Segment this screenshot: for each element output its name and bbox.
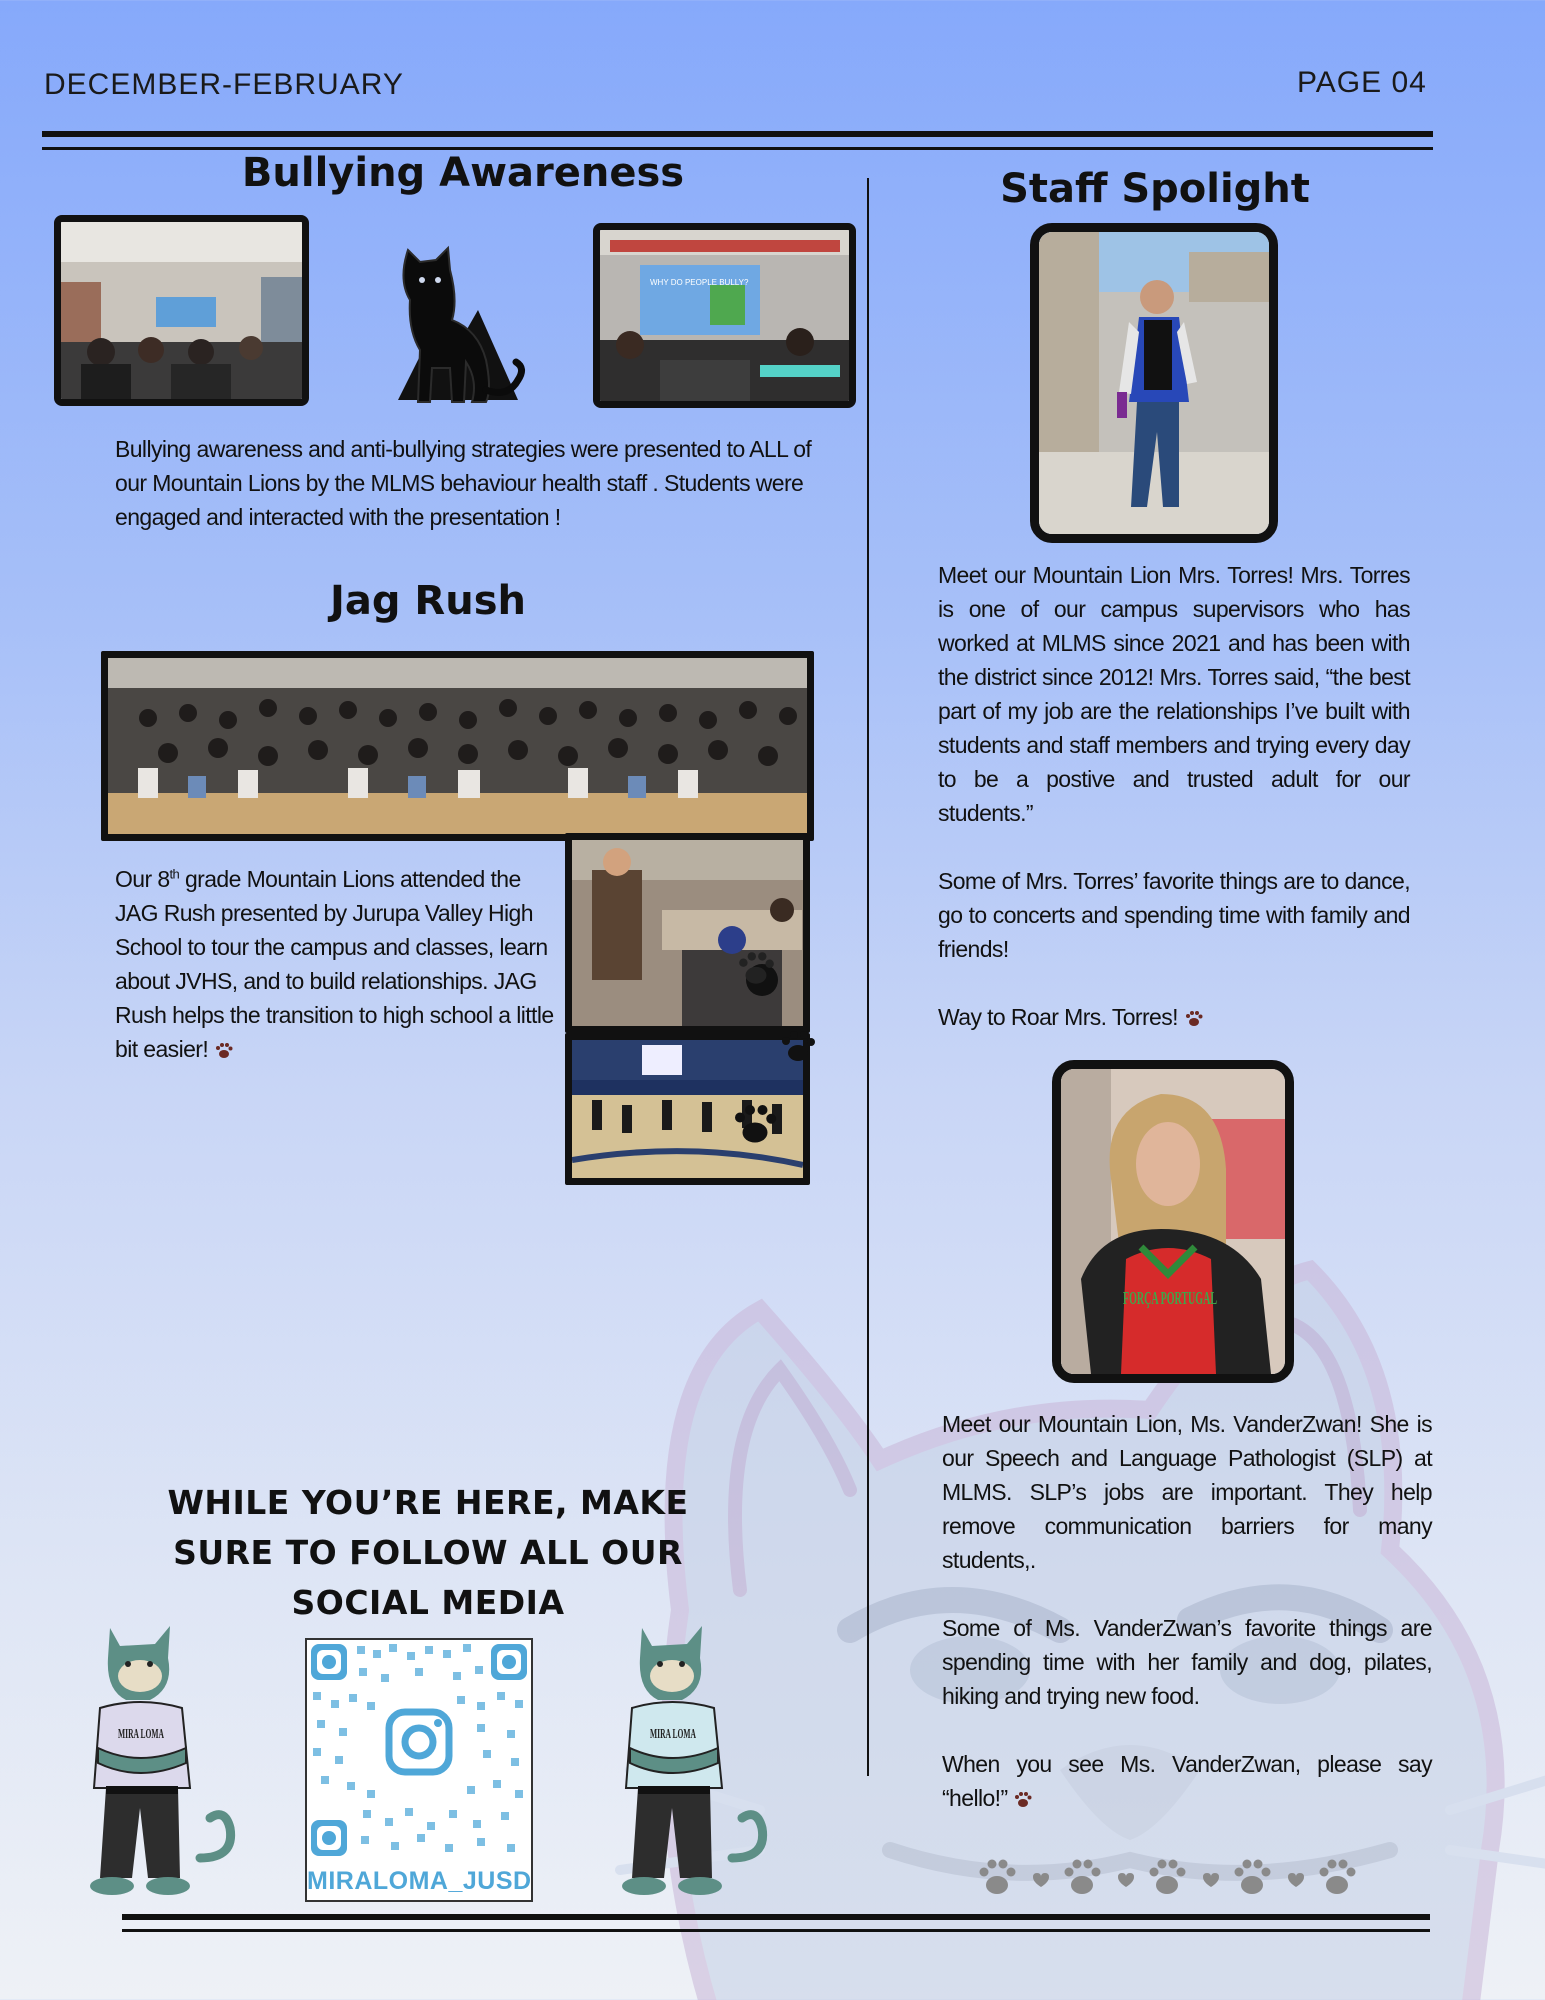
- bullying-title: Bullying Awareness: [241, 150, 685, 196]
- small-paw-icon: [1013, 1790, 1033, 1810]
- vanderzwan-intro: Meet our Mountain Lion, Ms. VanderZwan! She is our Speech and Language Pathologist (SLP) at MLMS. SLP’s jobs are important. They help remove communication barriers for many students,.: [942, 1411, 1432, 1573]
- header-divider: [42, 131, 1433, 137]
- mascot-right-icon: [602, 1618, 772, 1908]
- jag-rush-text: [115, 862, 565, 1066]
- staff-spotlight-title: Staff Spolight: [1000, 166, 1310, 212]
- paw-heart-divider: [975, 1853, 1370, 1901]
- ordinal-suffix: th: [169, 866, 180, 882]
- mascot-shirt-text: MIRA LOMA: [650, 1727, 697, 1742]
- vanderzwan-closing-text: When you see Ms. VanderZwan, please say “hello!”: [942, 1751, 1432, 1811]
- small-paw-icon: [214, 1041, 234, 1061]
- vanderzwan-favorites: Some of Ms. VanderZwan’s favorite things are spending time with her family and dog, pilates, hiking and trying new food.: [942, 1615, 1432, 1709]
- slide-text: WHY DO PEOPLE BULLY?: [650, 278, 749, 287]
- vanderzwan-closing: [942, 1747, 1432, 1815]
- jag-rush-text-rest: grade Mountain Lions attended the JAG Rush presented by Jurupa Valley High School to tour the campus and classes, learn about JVHS, and to build relationships. JAG Rush helps the transition to high school a little bit easier!: [115, 866, 554, 1062]
- jag-rush-title: Jag Rush: [330, 578, 526, 624]
- mascot-shirt-text: MIRA LOMA: [118, 1727, 165, 1742]
- torres-closing-text: Way to Roar Mrs. Torres!: [938, 1004, 1184, 1030]
- date-range: DECEMBER-FEBRUARY: [44, 68, 404, 101]
- paw-print-icon: [778, 1027, 818, 1067]
- torres-closing: [938, 1000, 1410, 1034]
- jag-rush-text-start: Our 8: [115, 866, 170, 892]
- footer-divider: [122, 1914, 1430, 1920]
- vanderzwan-text: [942, 1407, 1432, 1815]
- classroom-photo-1: [54, 215, 309, 406]
- column-divider: [867, 178, 869, 1776]
- mascot-left-icon: [70, 1618, 240, 1908]
- instagram-qr-code[interactable]: [305, 1638, 533, 1902]
- shirt-text: FORÇA PORTUGAL: [1123, 1288, 1217, 1308]
- qr-pattern: [307, 1640, 531, 1860]
- classroom-photo-2: [593, 223, 856, 408]
- ms-vanderzwan-photo: [1052, 1060, 1294, 1383]
- paw-print-icon: [730, 1100, 780, 1150]
- page-number: PAGE 04: [1297, 66, 1427, 99]
- torres-text: [938, 558, 1410, 1034]
- social-media-heading: WHILE YOU’RE HERE, MAKE SURE TO FOLLOW ALL OUR SOCIAL MEDIA: [167, 1483, 689, 1622]
- torres-intro: Meet our Mountain Lion Mrs. Torres! Mrs. Torres is one of our campus supervisors who has worked at MLMS since 2021 and has been with the district since 2012! Mrs. Torres said, “the best part of my job are the relationships I’ve built with students and staff members and trying every day to be a postive and trusted adult for our students.”: [938, 562, 1410, 826]
- cougar-logo-icon: [368, 240, 534, 406]
- torres-favorites: Some of Mrs. Torres’ favorite things are to dance, go to concerts and spending time with family and friends!: [938, 868, 1410, 962]
- footer-divider-thin: [122, 1929, 1430, 1932]
- gym-crowd-photo: [101, 651, 814, 841]
- small-paw-icon: [1184, 1009, 1204, 1029]
- paw-print-icon: [735, 948, 777, 990]
- mrs-torres-photo: [1030, 223, 1278, 543]
- bullying-text: Bullying awareness and anti-bullying strategies were presented to ALL of our Mountain Lions by the MLMS behaviour health staff . Students were engaged and interacted with the presentation !: [115, 436, 812, 530]
- instagram-handle: MIRALOMA_JUSD: [307, 1867, 532, 1895]
- classroom-tour-photo: [565, 833, 810, 1033]
